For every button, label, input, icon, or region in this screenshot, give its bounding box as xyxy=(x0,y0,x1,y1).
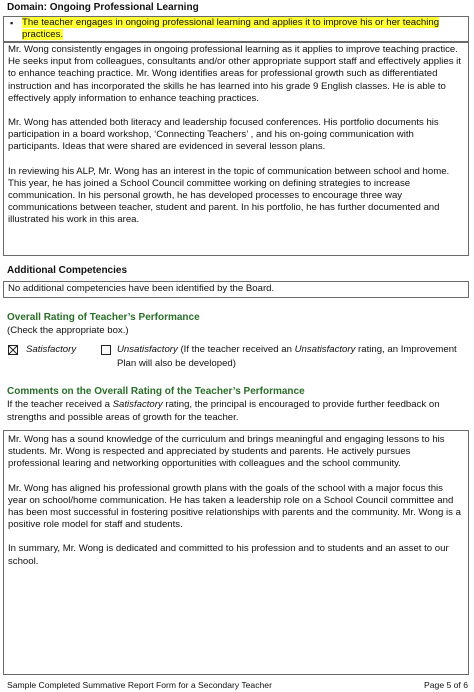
evidence-paragraph: Mr. Wong consistently engages in ongoing professional learning as it applies to improve teaching practice. He seeks input from colleagues, consultants and/or other appropriate support staff and effectively applies it to enhance teaching practice. Mr. Wong identifies areas for professional growth such as differentiated instruction and has incorporated the skills he has learned into his grade 9 English classes. He is able to effectively apply information to enhance teaching practices. xyxy=(8,44,461,104)
unsatisfactory-checkbox[interactable] xyxy=(101,345,111,355)
unsatisfactory-note-text: (If the teacher received an xyxy=(180,344,292,355)
standard-bullet: ▪ xyxy=(10,18,14,28)
comments-paragraph: Mr. Wong has a sound knowledge of the curriculum and brings meaningful and engaging lessons to his students. Mr. Wong is respected and appreciated by students and parents. He actively pursues professional learing and networking opportunities with colleagues and the school community. xyxy=(8,434,445,470)
additional-competencies-box xyxy=(3,281,469,298)
comments-instruction-italic: Satisfactory xyxy=(112,399,163,410)
evidence-box xyxy=(3,42,469,256)
footer-right: Page 5 of 6 xyxy=(424,680,468,690)
comments-instruction-text: If the teacher received a xyxy=(7,399,110,410)
comments-instruction-line2: strengths and possible areas of growth for the teacher. xyxy=(7,412,239,423)
standard-statement xyxy=(22,17,454,41)
standard-text: The teacher engages in ongoing professional learning and applies it to improve his or her teaching practices. xyxy=(22,17,440,41)
evidence-paragraph: Mr. Wong has attended both literacy and leadership focused conferences. His portfolio documents his participation in a board workshop, ‘Connecting Teachers’ , and his on-going communication with participants. Ideas that were shared are evidenced in several lesson plans. xyxy=(8,117,439,153)
additional-competencies-heading: Additional Competencies xyxy=(7,265,128,276)
comments-box xyxy=(3,430,469,675)
additional-competencies-text: No additional competencies have been identified by the Board. xyxy=(8,283,275,294)
overall-rating-instruction: (Check the appropriate box.) xyxy=(7,325,129,336)
satisfactory-checkbox[interactable] xyxy=(8,345,18,355)
unsatisfactory-note xyxy=(117,344,467,356)
standard-box xyxy=(3,16,469,42)
check-x-icon xyxy=(8,345,18,355)
unsatisfactory-label: Unsatisfactory xyxy=(117,344,178,355)
comments-instruction xyxy=(7,399,469,411)
evidence-paragraph: In reviewing his ALP, Mr. Wong has an interest in the topic of communication between school and home. This year, he has joined a School Council committee working on defining strategies to increase communication. In his personal growth, he has developed processes to encourage three way communications between teacher, student and parent. In his portfolio, he has further documented and illustrated his work in this area. xyxy=(8,165,450,226)
footer-left: Sample Completed Summative Report Form for a Secondary Teacher xyxy=(7,680,272,690)
overall-rating-heading: Overall Rating of Teacher’s Performance xyxy=(7,312,200,323)
comments-instruction-text: rating, the principal is encouraged to provide further feedback on xyxy=(165,399,440,410)
comments-paragraph: Mr. Wong has aligned his professional growth plans with the goals of the school with a major focus this year on school/home communication. He has taken a leadership role on a School Council committee and has been most successful in fostering positive relationships with parents and the community. Mr. Wong is a positive role model for staff and students. xyxy=(8,482,461,531)
unsatisfactory-note-line2: Plan will also be developed) xyxy=(117,358,236,369)
unsatisfactory-note-text: rating, an Improvement xyxy=(358,344,457,355)
unsatisfactory-note-italic: Unsatisfactory xyxy=(294,344,356,355)
domain-heading: Domain: Ongoing Professional Learning xyxy=(7,2,199,13)
satisfactory-label: Satisfactory xyxy=(26,344,77,355)
comments-heading: Comments on the Overall Rating of the Teacher’s Performance xyxy=(7,386,305,397)
comments-paragraph: In summary, Mr. Wong is dedicated and committed to his profession and to students and an asset to our school. xyxy=(8,543,449,567)
